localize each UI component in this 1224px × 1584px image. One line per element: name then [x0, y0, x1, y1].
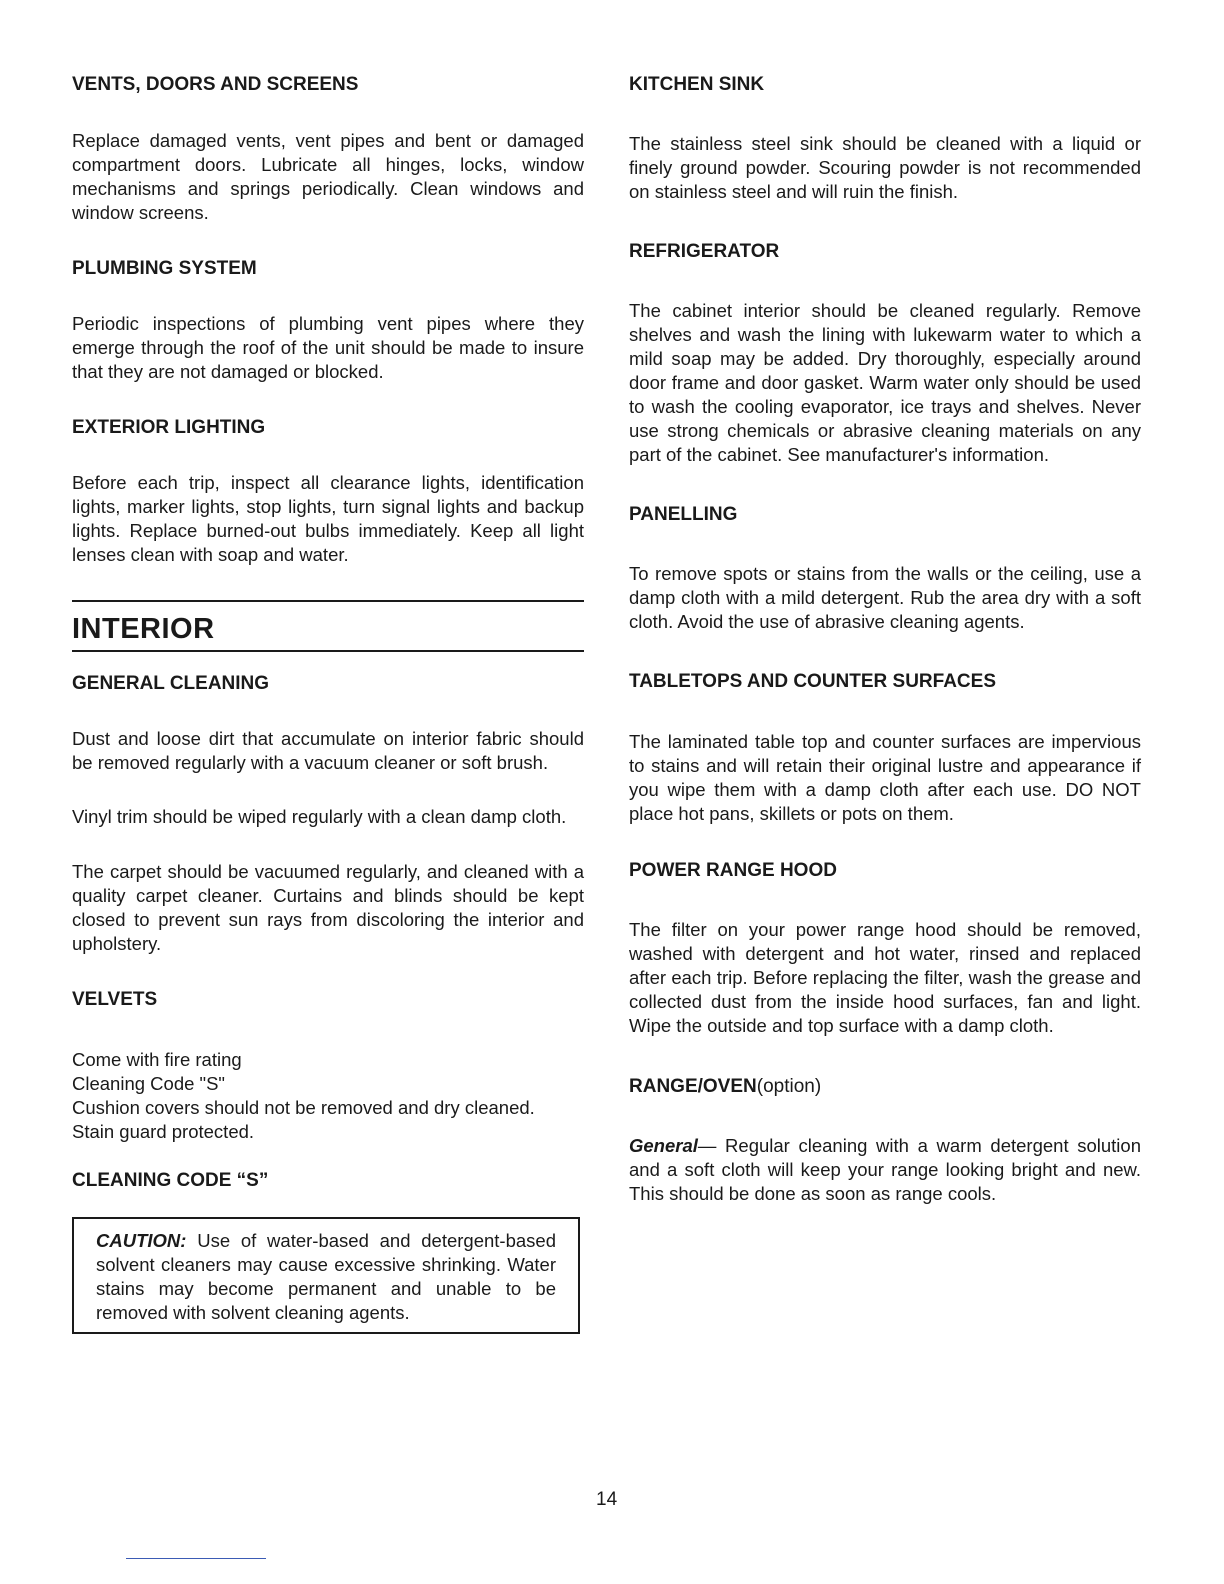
- general-cleaning-vinyl-text: Vinyl trim should be wiped regularly with a clean damp cloth.: [72, 806, 567, 827]
- velvets-line: Come with fire rating: [72, 1049, 242, 1070]
- velvets-line: Cleaning Code "S": [72, 1073, 226, 1094]
- power-range-hood-text: The filter on your power range hood should be removed, washed with detergent and hot water, rinsed and replaced after each trip. Before replacing the filter, wash the grease and collected dust from the inside hood surfaces, fan and light. Wipe the outside and top surface with a damp cloth.: [629, 919, 1141, 1036]
- exterior-lighting-heading: EXTERIOR LIGHTING: [72, 417, 266, 438]
- exterior-lighting-text: Before each trip, inspect all clearance lights, identification lights, marker lights, stop lights, turn signal lights and backup lights. Replace burned-out bulbs immediately. Keep all light lenses clean with soap and water.: [72, 472, 584, 565]
- range-oven-title: RANGE/OVEN: [629, 1076, 757, 1097]
- general-cleaning-fabric-text: Dust and loose dirt that accumulate on interior fabric should be removed regularly with a vacuum cleaner or soft brush.: [72, 728, 584, 773]
- velvets-heading: VELVETS: [72, 989, 158, 1010]
- panelling-heading: PANELLING: [629, 504, 738, 525]
- general-label: General: [629, 1135, 698, 1156]
- kitchen-sink-text: The stainless steel sink should be cleaned with a liquid or finely ground powder. Scouring powder is not recommended on stainless steel and will ruin the finish.: [629, 133, 1141, 202]
- range-oven-general-text: [629, 1134, 1141, 1206]
- range-oven-option: (option): [756, 1076, 822, 1097]
- general-cleaning-heading: GENERAL CLEANING: [72, 673, 270, 694]
- kitchen-sink-heading: KITCHEN SINK: [629, 74, 765, 95]
- velvets-line: Cushion covers should not be removed and dry cleaned.: [72, 1097, 535, 1118]
- velvets-line: Stain guard protected.: [72, 1121, 255, 1142]
- vents-doors-screens-heading: VENTS, DOORS AND SCREENS: [72, 74, 359, 95]
- page-number: 14: [596, 1489, 618, 1510]
- caution-text: Use of water-based and detergent-based solvent cleaners may cause excessive shrinking. Water stains may become permanent and unable to be removed with solvent cleaning agents.: [96, 1230, 556, 1323]
- general-text: — Regular cleaning with a warm detergent solution and a soft cloth will keep your range looking bright and new. This should be done as soon as range cools.: [629, 1135, 1141, 1204]
- refrigerator-heading: REFRIGERATOR: [629, 241, 780, 262]
- plumbing-system-text: Periodic inspections of plumbing vent pipes where they emerge through the roof of the unit should be made to insure that they are not damaged or blocked.: [72, 313, 584, 382]
- cleaning-code-s-heading: CLEANING CODE “S”: [72, 1170, 269, 1191]
- power-range-hood-heading: POWER RANGE HOOD: [629, 860, 837, 881]
- panelling-text: To remove spots or stains from the walls or the ceiling, use a damp cloth with a mild detergent. Rub the area dry with a soft cloth. Avoid the use of abrasive cleaning agents.: [629, 563, 1141, 632]
- plumbing-system-heading: PLUMBING SYSTEM: [72, 258, 257, 279]
- interior-section-title: INTERIOR: [72, 613, 215, 645]
- tabletops-counter-heading: TABLETOPS AND COUNTER SURFACES: [629, 671, 997, 692]
- caution-box: [72, 1217, 580, 1334]
- vents-doors-screens-text: Replace damaged vents, vent pipes and bent or damaged compartment doors. Lubricate all hinges, locks, window mechanisms and springs periodically. Clean windows and window screens.: [72, 130, 584, 223]
- interior-bottom-rule: [72, 650, 584, 652]
- tabletops-counter-text: The laminated table top and counter surfaces are impervious to stains and will retain their original lustre and appearance if you wipe them with a damp cloth after each use. DO NOT place hot pans, skillets or pots on them.: [629, 731, 1141, 824]
- general-cleaning-carpet-text: The carpet should be vacuumed regularly, and cleaned with a quality carpet cleaner. Curtains and blinds should be kept closed to prevent sun rays from discoloring the interior and upholstery.: [72, 861, 584, 954]
- velvets-list: [72, 1048, 584, 1144]
- refrigerator-text: The cabinet interior should be cleaned regularly. Remove shelves and wash the lining with lukewarm water to which a mild soap may be added. Dry thoroughly, especially around door frame and door gasket. Warm water only should be used to wash the cooling evaporator, ice trays and shelves. Never use strong chemicals or abrasive cleaning materials on any part of the cabinet. See manufacturer's information.: [629, 300, 1141, 465]
- footer-line: [126, 1558, 266, 1559]
- caution-label: CAUTION:: [96, 1230, 187, 1251]
- interior-top-rule: [72, 600, 584, 602]
- range-oven-heading: [629, 1076, 821, 1098]
